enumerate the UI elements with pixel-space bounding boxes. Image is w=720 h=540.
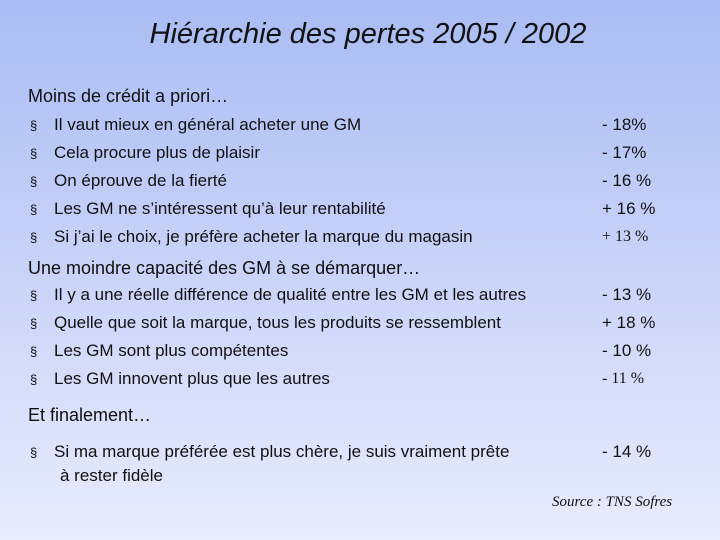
section-heading-demarquer: Une moindre capacité des GM à se démarquer… [28,258,421,278]
bullet-icon: § [30,372,38,387]
bullet-icon: § [30,344,38,359]
item-text-line2: à rester fidèle [60,466,163,485]
item-value: - 13 % [602,285,652,304]
item-text: Il y a une réelle différence de qualité entre les GM et les autres [54,285,527,304]
bullet-icon: § [30,288,38,303]
bullet-icon: § [30,146,38,161]
section-heading-credit: Moins de crédit a priori… [28,86,229,106]
item-text: On éprouve de la fierté [54,171,227,190]
bullet-icon: § [30,202,38,217]
item-text: Les GM innovent plus que les autres [54,369,330,388]
bullet-icon: § [30,174,38,189]
item-text: Les GM sont plus compétentes [54,341,289,360]
item-value: - 18% [602,115,647,134]
source-note: Source : TNS Sofres [552,494,673,510]
item-value: - 14 % [602,442,652,461]
item-value: + 16 % [602,199,656,218]
bullet-icon: § [30,230,38,245]
section-heading-finalement: Et finalement… [28,405,152,425]
item-value: + 13 % [602,228,649,245]
item-value: - 17% [602,143,647,162]
item-text: Quelle que soit la marque, tous les produits se ressemblent [54,313,501,332]
item-value: - 10 % [602,341,652,360]
item-text: Les GM ne s’intéressent qu’à leur rentabilité [54,199,386,218]
bullet-icon: § [30,445,38,460]
bullet-icon: § [30,316,38,331]
item-text: Si j’ai le choix, je préfère acheter la marque du magasin [54,227,473,246]
bullet-icon: § [30,118,38,133]
item-value: - 11 % [602,370,645,387]
item-text: Cela procure plus de plaisir [54,143,260,162]
item-text: Si ma marque préférée est plus chère, je suis vraiment prête [54,442,510,461]
item-text: Il vaut mieux en général acheter une GM [54,115,362,134]
slide-title: Hiérarchie des pertes 2005 / 2002 [149,18,587,50]
item-value: - 16 % [602,171,652,190]
item-value: + 18 % [602,313,656,332]
